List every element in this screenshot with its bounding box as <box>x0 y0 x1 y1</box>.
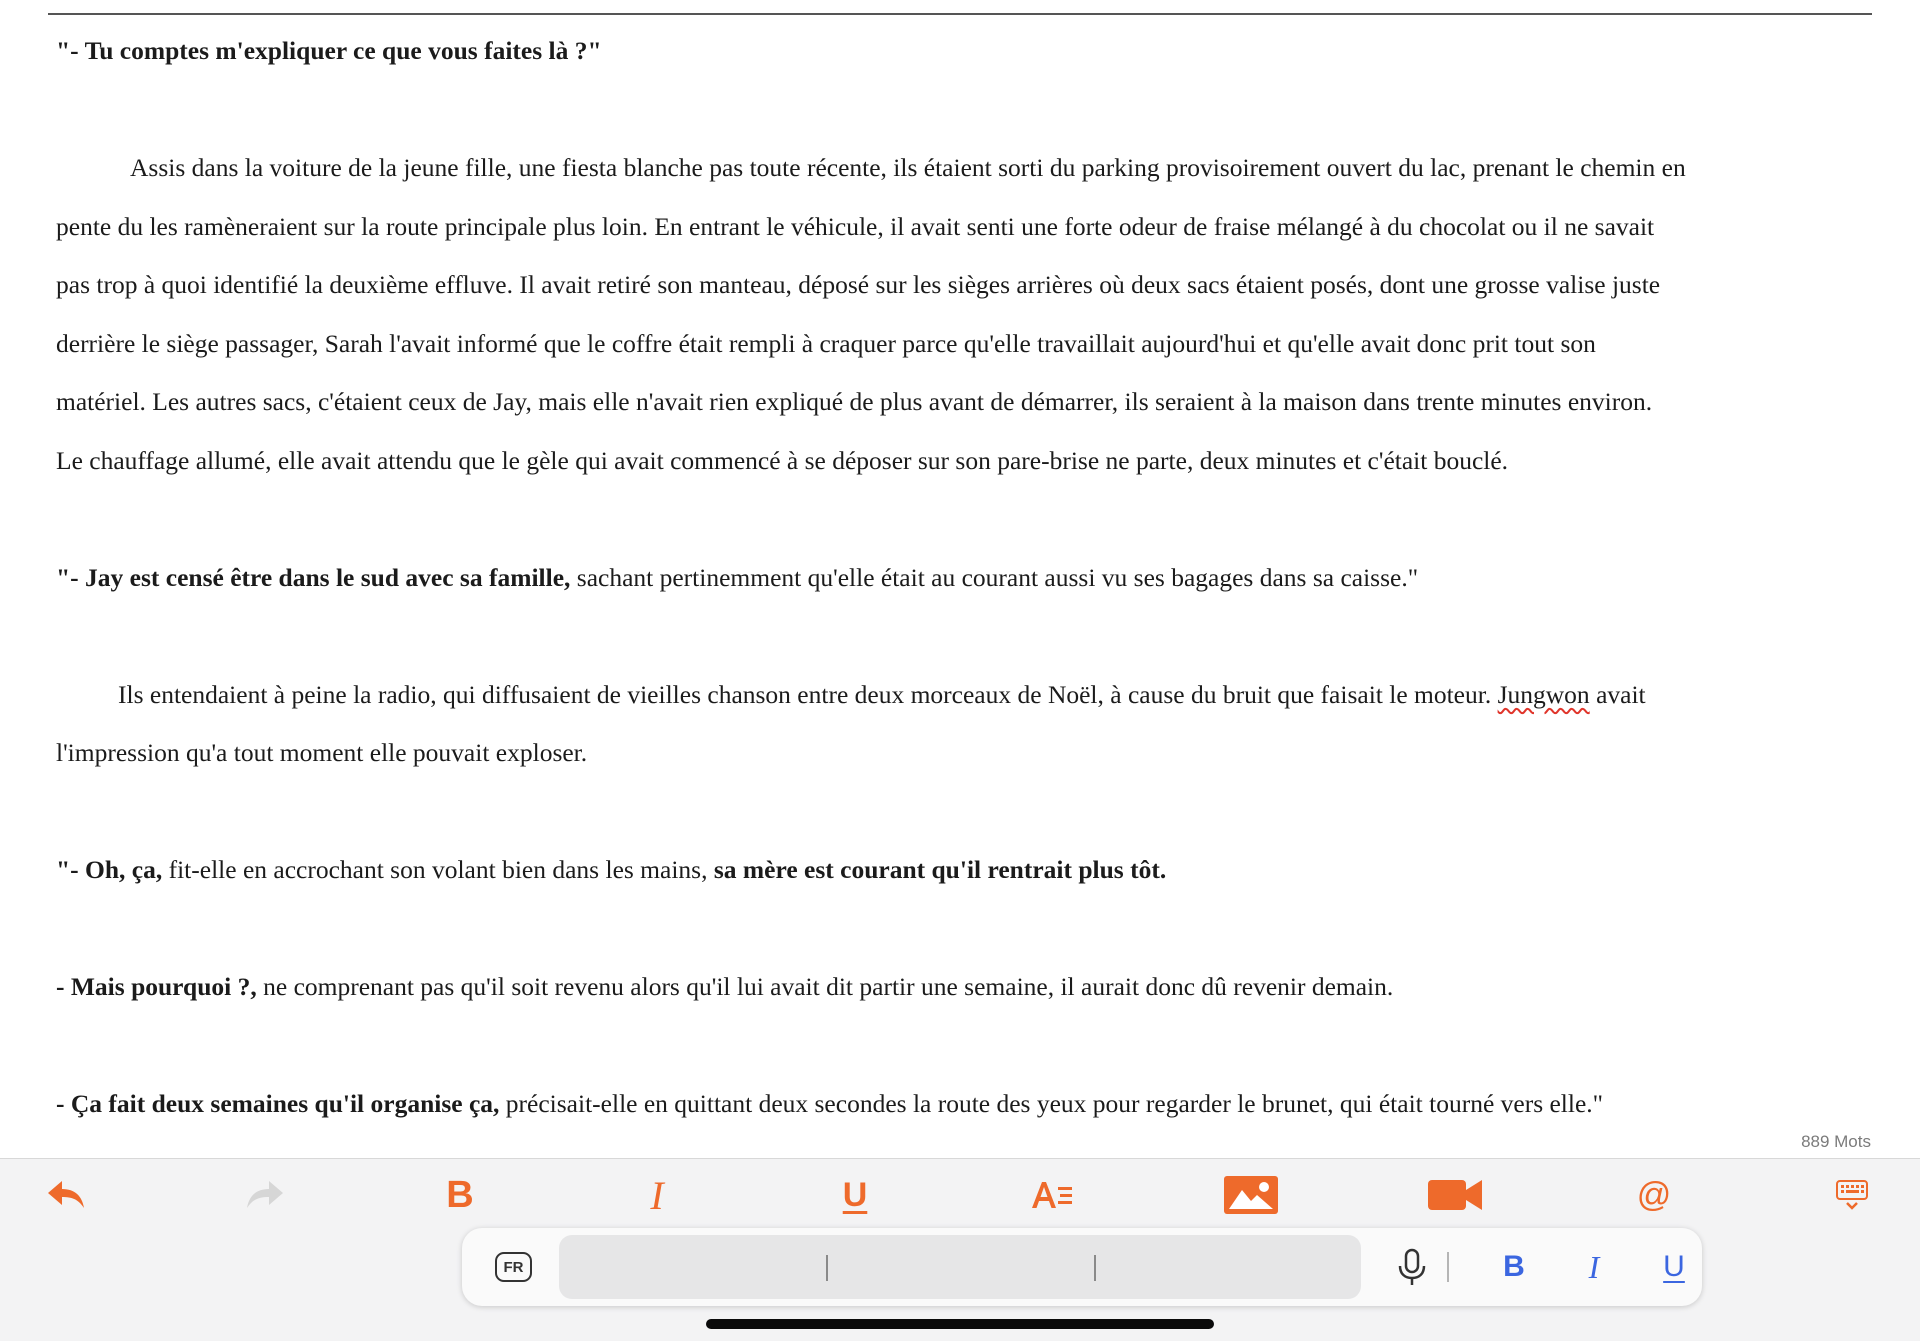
paragraph-line: matériel. Les autres sacs, c'étaient ceux de Jay, mais elle n'avait rien expliqué de plus avant de démarrer, ils seraient à la maison dans trente minutes environ. <box>56 387 1653 416</box>
undo-button[interactable] <box>35 1164 99 1226</box>
keyboard-underline-button[interactable]: U <box>1663 1250 1685 1283</box>
narration-text: fit-elle en accrochant son volant bien dans les mains, <box>162 855 714 884</box>
italic-label: I <box>650 1172 664 1218</box>
dialogue-bold: "- Oh, ça, <box>56 855 163 884</box>
text-format-button[interactable] <box>1020 1164 1084 1226</box>
prediction-slot-1[interactable] <box>559 1235 826 1299</box>
insert-video-button[interactable] <box>1423 1164 1487 1226</box>
dialogue-bold: sa mère est courant qu'il rentrait plus tôt. <box>713 855 1167 884</box>
paragraph <box>56 549 1864 608</box>
keyboard-bold-button[interactable]: B <box>1503 1250 1525 1283</box>
paragraph-line: Assis dans la voiture de la jeune fille, une fiesta blanche pas toute récente, ils étaient sorti du parking provisoirement ouvert du lac, prenant le chemin en <box>130 153 1686 182</box>
empty-line <box>56 490 1864 549</box>
italic-button[interactable] <box>625 1164 689 1226</box>
redo-arrow-icon <box>243 1179 285 1211</box>
paragraph-line: derrière le siège passager, Sarah l'avait informé que le coffre était rempli à craquer parce qu'elle travaillait aujourd'hui et qu'elle avait donc prit tout son <box>56 328 1596 358</box>
video-camera-icon <box>1428 1179 1482 1211</box>
dialogue-bold: - Ça fait deux semaines qu'il organise ça, <box>56 1089 500 1118</box>
dismiss-keyboard-button[interactable] <box>1820 1164 1884 1226</box>
misspelled-word[interactable]: Jungwon <box>1497 679 1590 709</box>
home-indicator[interactable] <box>706 1319 1214 1329</box>
empty-line <box>56 607 1864 666</box>
keyboard-bar-divider <box>1447 1252 1449 1282</box>
dialogue-bold: "- Tu comptes m'expliquer ce que vous faites là ?" <box>56 36 602 65</box>
paragraph <box>56 958 1864 1017</box>
dialogue-bold: "- Jay est censé être dans le sud avec sa famille, <box>56 562 571 592</box>
image-icon <box>1224 1176 1278 1214</box>
paragraph <box>56 22 1864 81</box>
paragraph-line <box>56 666 1864 725</box>
paragraph-line: l'impression qu'a tout moment elle pouvait exploser. <box>56 738 588 767</box>
text-format-icon <box>1030 1178 1074 1212</box>
predictive-text-bar <box>559 1235 1361 1299</box>
paragraph <box>56 1075 1864 1134</box>
underline-label: U <box>842 1175 868 1214</box>
narration-text: ne comprenant pas qu'il soit revenu alors qu'il lui avait dit partir une semaine, il aurait donc dû revenir demain. <box>256 972 1394 1001</box>
paragraph-line: pente du les ramèneraient sur la route principale plus loin. En entrant le véhicule, il avait senti une forte odeur de fraise mélangé à du chocolat ou il ne savait <box>56 211 1655 241</box>
narration-text: sachant pertinemment qu'elle était au courant aussi vu ses bagages dans sa caisse." <box>570 562 1419 592</box>
keyboard-language-button[interactable]: FR <box>495 1252 532 1282</box>
narration-text: Ils entendaient à peine la radio, qui diffusaient de vieilles chanson entre deux morceaux de Noël, à cause du bruit que faisait le moteur. <box>118 679 1498 709</box>
toolbar-divider <box>0 1158 1920 1159</box>
empty-line <box>56 81 1864 140</box>
insert-image-button[interactable] <box>1219 1164 1283 1226</box>
top-divider <box>48 13 1872 15</box>
underline-button[interactable] <box>823 1164 887 1226</box>
bold-button[interactable] <box>428 1164 492 1226</box>
paragraph-line: pas trop à quoi identifié la deuxième effluve. Il avait retiré son manteau, déposé sur les sièges arrières où deux sacs étaient posés, dont une grosse valise juste <box>56 270 1661 299</box>
empty-line <box>56 1017 1864 1076</box>
undo-arrow-icon <box>46 1179 88 1211</box>
prediction-slot-3[interactable] <box>1095 1235 1362 1299</box>
empty-line <box>56 783 1864 842</box>
bold-label: B <box>446 1173 474 1216</box>
keyboard-shortcut-bar <box>462 1228 1702 1306</box>
document-body[interactable] <box>56 22 1864 1147</box>
narration-text: précisait-elle en quittant deux secondes la route des yeux pour regarder le brunet, qui était tourné vers elle." <box>499 1089 1604 1118</box>
keyboard-dismiss-icon <box>1836 1179 1868 1211</box>
microphone-icon[interactable] <box>1394 1248 1430 1288</box>
paragraph <box>56 841 1864 900</box>
keyboard-italic-button[interactable]: I <box>1588 1248 1600 1285</box>
empty-line <box>56 900 1864 959</box>
word-count: 889 Mots <box>1801 1132 1871 1151</box>
paragraph-line: Le chauffage allumé, elle avait attendu que le gèle qui avait commencé à se déposer sur son pare-brise ne parte, deux minutes et c'était bouclé. <box>56 445 1509 475</box>
narration-text: avait <box>1589 679 1646 709</box>
formatting-toolbar <box>0 1164 1920 1226</box>
mention-button[interactable] <box>1622 1164 1686 1226</box>
redo-button[interactable] <box>232 1164 296 1226</box>
mention-label: @ <box>1636 1175 1672 1214</box>
dialogue-bold: - Mais pourquoi ?, <box>56 972 257 1001</box>
prediction-slot-2[interactable] <box>827 1235 1094 1299</box>
